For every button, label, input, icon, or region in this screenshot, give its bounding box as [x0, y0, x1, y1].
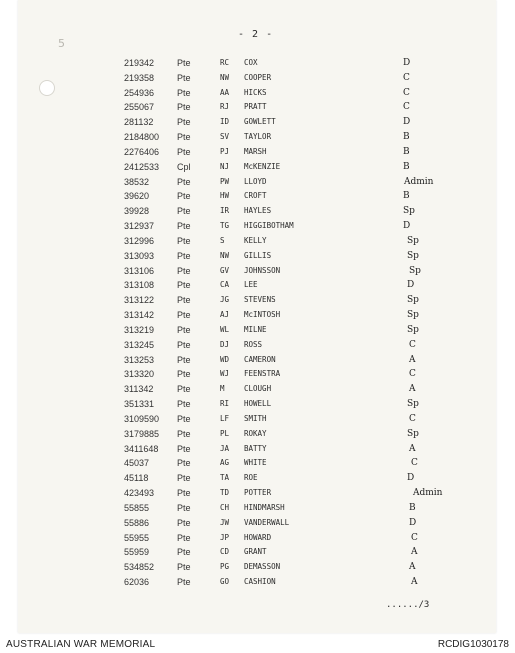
initials: JW	[220, 517, 230, 527]
surname: VANDERWALL	[244, 517, 290, 527]
service-number: 313106	[124, 265, 155, 276]
rank: Pte	[177, 87, 191, 98]
initials: PW	[220, 176, 230, 186]
surname: ROSS	[244, 339, 263, 349]
surname: JOHNSSON	[244, 265, 281, 275]
reference-number: RCDIG1030178	[437, 639, 509, 650]
initials: ID	[220, 117, 230, 127]
surname: GILLIS	[244, 250, 272, 260]
initials: HW	[220, 191, 230, 201]
service-number: 39928	[124, 206, 150, 217]
surname: MILNE	[244, 324, 267, 334]
service-number: 219342	[124, 58, 155, 68]
surname: FEENSTRA	[244, 369, 281, 379]
service-number: 3109590	[124, 413, 160, 424]
company-code: Sp	[407, 310, 419, 321]
table-row	[18, 264, 496, 279]
table-row	[18, 367, 496, 382]
initials: JA	[220, 443, 230, 453]
service-number: 62036	[124, 576, 150, 587]
rank: Pte	[177, 235, 191, 246]
company-code: C	[403, 87, 410, 98]
table-row	[18, 115, 496, 130]
company-code: D	[403, 58, 411, 68]
initials: AG	[220, 458, 230, 468]
company-code: A	[409, 354, 416, 365]
table-row	[18, 471, 496, 486]
service-number: 313108	[124, 280, 155, 291]
surname: HIGGIBOTHAM	[244, 221, 294, 231]
document-page	[18, 0, 496, 633]
service-number: 3411648	[124, 443, 159, 454]
company-code: C	[403, 72, 410, 83]
initials: NJ	[220, 161, 230, 171]
service-number: 55959	[124, 547, 150, 558]
rank: Pte	[177, 295, 191, 306]
rank: Pte	[177, 473, 191, 484]
surname: GOWLETT	[244, 117, 276, 127]
initials: WL	[220, 324, 230, 334]
rank: Pte	[177, 532, 191, 543]
company-code: A	[409, 384, 416, 395]
initials: CH	[220, 502, 230, 512]
surname: WHITE	[244, 458, 267, 468]
table-row	[18, 338, 496, 353]
table-row	[18, 71, 496, 86]
service-number: 45118	[124, 473, 149, 484]
service-number: 312996	[124, 235, 155, 246]
initials: RI	[220, 399, 230, 409]
surname: CAMERON	[244, 354, 276, 364]
service-number: 534852	[124, 562, 155, 573]
company-code: Sp	[407, 399, 419, 410]
surname: HAYLES	[244, 206, 272, 216]
service-number: 219358	[124, 72, 155, 83]
company-code: B	[403, 191, 410, 202]
initials: SV	[220, 132, 230, 142]
surname: SMITH	[244, 413, 267, 423]
surname: TAYLOR	[244, 132, 272, 142]
service-number: 281132	[124, 117, 154, 128]
rank: Pte	[177, 280, 191, 291]
rank: Pte	[177, 413, 191, 424]
table-row	[18, 86, 496, 101]
initials: RJ	[220, 102, 230, 112]
pencil-mark: 5	[58, 37, 65, 50]
company-code: B	[409, 502, 416, 513]
service-number: 2276406	[124, 146, 160, 157]
continuation-mark: ....../3	[386, 600, 430, 610]
surname: BATTY	[244, 443, 267, 453]
table-row	[18, 575, 496, 590]
rank: Pte	[177, 310, 191, 321]
table-row	[18, 412, 496, 427]
initials: PJ	[220, 146, 230, 156]
table-row	[18, 189, 496, 204]
rank: Pte	[177, 265, 191, 276]
surname: LEE	[244, 280, 258, 290]
table-row	[18, 175, 496, 190]
table-row	[18, 382, 496, 397]
service-number: 55886	[124, 517, 150, 528]
company-code: A	[409, 443, 416, 454]
service-number: 38532	[124, 176, 150, 187]
surname: LLOYD	[244, 176, 267, 186]
table-row	[18, 56, 496, 71]
initials: GO	[220, 576, 230, 586]
footer-bar	[0, 636, 515, 653]
rank: Pte	[177, 369, 191, 380]
service-number: 313122	[124, 295, 155, 306]
table-row	[18, 204, 496, 219]
table-row	[18, 427, 496, 442]
initials: RC	[220, 58, 230, 67]
company-code: Sp	[407, 295, 419, 306]
rank: Pte	[177, 428, 191, 439]
nominal-roll	[18, 56, 496, 590]
company-code: Admin	[404, 176, 434, 187]
rank: Pte	[177, 191, 191, 202]
surname: DEMASSON	[244, 562, 281, 572]
rank: Pte	[177, 221, 191, 232]
surname: ROE	[244, 473, 258, 483]
table-row	[18, 442, 496, 457]
rank: Pte	[177, 72, 191, 83]
service-number: 45037	[124, 458, 150, 469]
initials: TG	[220, 221, 230, 231]
table-row	[18, 516, 496, 531]
surname: HOWELL	[244, 399, 272, 409]
rank: Pte	[177, 562, 191, 573]
initials: M	[220, 384, 225, 394]
table-row	[18, 293, 496, 308]
company-code: C	[409, 339, 416, 350]
table-row	[18, 130, 496, 145]
table-row	[18, 234, 496, 249]
initials: DJ	[220, 339, 230, 349]
rank: Pte	[177, 117, 191, 128]
table-row	[18, 560, 496, 575]
surname: CROFT	[244, 191, 267, 201]
initials: JP	[220, 532, 230, 542]
initials: TA	[220, 473, 230, 483]
company-code: A	[409, 562, 416, 573]
surname: STEVENS	[244, 295, 276, 305]
service-number: 2184800	[124, 132, 160, 143]
service-number: 423493	[124, 488, 155, 499]
initials: NW	[220, 72, 230, 82]
table-row	[18, 278, 496, 293]
company-code: Sp	[407, 250, 419, 261]
initials: CD	[220, 547, 230, 557]
service-number: 313093	[124, 250, 155, 261]
surname: CASHION	[244, 576, 276, 586]
company-code: B	[403, 132, 410, 143]
company-code: Admin	[413, 488, 443, 499]
company-code: Sp	[403, 206, 415, 217]
company-code: D	[403, 117, 411, 128]
company-code: B	[403, 146, 410, 157]
table-row	[18, 100, 496, 115]
service-number: 2412533	[124, 161, 160, 172]
rank: Pte	[177, 517, 191, 528]
table-row	[18, 456, 496, 471]
initials: WJ	[220, 369, 230, 379]
service-number: 313219	[124, 324, 155, 335]
initials: PL	[220, 428, 230, 438]
service-number: 255067	[124, 102, 155, 113]
surname: ROKAY	[244, 428, 267, 438]
company-code: D	[407, 473, 415, 484]
table-row	[18, 486, 496, 501]
rank: Pte	[177, 324, 191, 335]
surname: PRATT	[244, 102, 267, 112]
initials: CA	[220, 280, 230, 290]
table-row	[18, 160, 496, 175]
surname: HINDMARSH	[244, 502, 285, 512]
page-number: - 2 -	[238, 29, 274, 40]
rank: Pte	[177, 146, 191, 157]
service-number: 313245	[124, 339, 155, 350]
company-code: C	[403, 102, 410, 113]
rank: Pte	[177, 502, 191, 513]
rank: Pte	[177, 443, 191, 454]
company-code: D	[409, 517, 417, 528]
service-number: 312937	[124, 221, 155, 232]
company-code: Sp	[409, 265, 421, 276]
rank: Pte	[177, 458, 191, 469]
initials: LF	[220, 413, 230, 423]
table-row	[18, 545, 496, 560]
company-code: Sp	[407, 324, 419, 335]
surname: POTTER	[244, 488, 272, 498]
company-code: C	[411, 458, 418, 469]
initials: NW	[220, 250, 230, 260]
institution-label: AUSTRALIAN WAR MEMORIAL	[6, 639, 156, 650]
service-number: 351331	[124, 399, 155, 410]
rank: Pte	[177, 206, 191, 217]
service-number: 313253	[124, 354, 155, 365]
surname: COX	[244, 58, 258, 67]
company-code: B	[403, 161, 410, 172]
rank: Pte	[177, 102, 191, 113]
service-number: 313320	[124, 369, 155, 380]
surname: COOPER	[244, 72, 272, 82]
service-number: 55855	[124, 502, 150, 513]
rank: Pte	[177, 399, 191, 410]
surname: CLOUGH	[244, 384, 272, 394]
rank: Pte	[177, 354, 191, 365]
table-row	[18, 531, 496, 546]
surname: KELLY	[244, 235, 267, 245]
rank: Pte	[177, 488, 191, 499]
surname: MARSH	[244, 146, 267, 156]
surname: HOWARD	[244, 532, 272, 542]
table-row	[18, 249, 496, 264]
initials: WD	[220, 354, 230, 364]
surname: McINTOSH	[244, 310, 281, 320]
company-code: A	[411, 576, 418, 587]
table-row	[18, 219, 496, 234]
table-row	[18, 323, 496, 338]
rank: Pte	[177, 58, 191, 68]
company-code: D	[407, 280, 415, 291]
company-code: D	[403, 221, 411, 232]
table-row	[18, 308, 496, 323]
initials: AA	[220, 87, 230, 97]
company-code: C	[411, 532, 418, 543]
rank: Pte	[177, 132, 191, 143]
company-code: Sp	[407, 235, 419, 246]
initials: PG	[220, 562, 230, 572]
service-number: 39620	[124, 191, 150, 202]
service-number: 55955	[124, 532, 150, 543]
company-code: Sp	[407, 428, 419, 439]
service-number: 3179885	[124, 428, 160, 439]
table-row	[18, 353, 496, 368]
table-row	[18, 397, 496, 412]
initials: TD	[220, 488, 230, 498]
surname: HICKS	[244, 87, 267, 97]
initials: IR	[220, 206, 230, 216]
rank: Cpl	[177, 161, 191, 172]
company-code: C	[409, 369, 416, 380]
rank: Pte	[177, 339, 191, 350]
initials: S	[220, 235, 225, 245]
service-number: 311342	[124, 384, 154, 395]
initials: AJ	[220, 310, 230, 320]
rank: Pte	[177, 576, 191, 587]
rank: Pte	[177, 176, 191, 187]
service-number: 254936	[124, 87, 155, 98]
table-row	[18, 145, 496, 160]
service-number: 313142	[124, 310, 155, 321]
initials: JG	[220, 295, 230, 305]
rank: Pte	[177, 250, 191, 261]
table-row	[18, 501, 496, 516]
initials: GV	[220, 265, 230, 275]
surname: GRANT	[244, 547, 267, 557]
surname: McKENZIE	[244, 161, 281, 171]
company-code: A	[411, 547, 418, 558]
rank: Pte	[177, 384, 191, 395]
company-code: C	[409, 413, 416, 424]
rank: Pte	[177, 547, 191, 558]
